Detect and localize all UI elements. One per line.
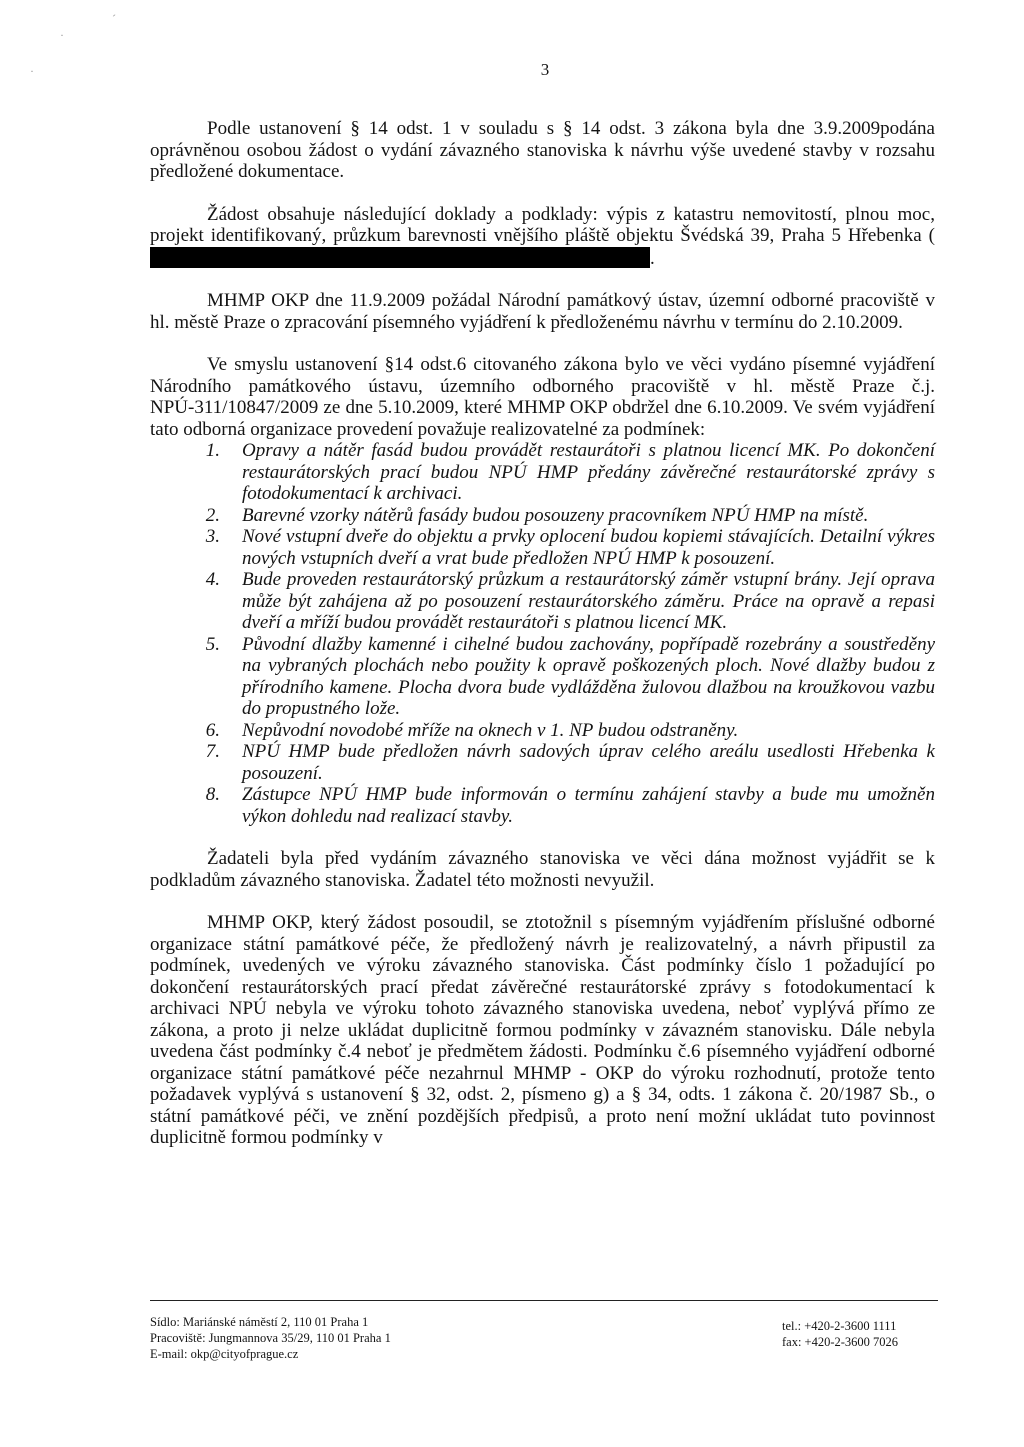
paragraph-statement: Ve smyslu ustanovení §14 odst.6 citovaného zákona bylo ve věci vydáno písemné vyjádření Národního památkového ústavu, územního odborného pracoviště v hl. městě Praze č.j. NPÚ-311/10847/2009 ze dne 5.10.2009, které MHMP OKP obdržel dne 6.10.2009. Ve svém vyjádření tato odborná organizace provedení považuje realizovatelné za podmínek:	[150, 354, 935, 440]
condition-text: Zástupce NPÚ HMP bude informován o termínu zahájení stavby a bude mu umožněn výkon dohledu nad realizací stavby.	[242, 784, 935, 827]
paragraph-application: Podle ustanovení § 14 odst. 1 v souladu s § 14 odst. 3 zákona byla dne 3.9.2009podána oprávněnou osobou žádost o vydání závazného stanoviska k návrhu výše uvedené stavby v rozsahu předložené dokumentace.	[150, 118, 935, 182]
condition-item	[150, 784, 935, 827]
footer-contacts-left	[150, 1314, 391, 1362]
condition-item	[150, 741, 935, 784]
paragraph-assessment: MHMP OKP, který žádost posoudil, se ztotožnil s písemným vyjádřením příslušné odborné organizace státní památkové péče, že předložený návrh je realizovatelný, a návrh připustil za podmínek, uvedených ve výroku závazného stanoviska. Část podmínky číslo 1 požadující po dokončení restaurátorských prací předat závěrečné restaurátorské zprávy s fotodokumentací k archivaci NPÚ nebyla ve výroku tohoto závazného stanoviska uvedena, neboť vyplývá přímo ze zákona, a proto ji nelze ukládat duplicitně formou podmínky v závazném stanovisku. Dále nebyla uvedena část podmínky č.4 neboť je předmětem žádosti. Podmínku č.6 písemného vyjádření odborné organizace státní památkové péče nezahrnul MHMP - OKP do výroku rozhodnutí, protože tento požadavek vyplývá s ustanovení § 32, odst. 2, písmeno g) a § 34, odts. 1 zákona č. 20/1987 Sb., o státní památkové péči, ve znění pozdějších předpisů, a proto není možní ukládat tuto povinnost duplicitně formou podmínky v	[150, 912, 935, 1148]
paragraph-documents-text: Žádost obsahuje následující doklady a podklady: výpis z katastru nemovitostí, plnou moc, projekt identifikovaný, průzkum barevnosti vnějšího pláště objektu Švédská 39, Praha 5 Hřebenka (	[150, 203, 935, 246]
condition-number: 7.	[205, 741, 220, 762]
footer-address: Sídlo: Mariánské náměstí 2, 110 01 Praha 1	[150, 1315, 369, 1329]
scan-speck: ·	[60, 28, 64, 42]
condition-item	[150, 505, 935, 527]
condition-number: 5.	[205, 633, 220, 655]
condition-number: 6.	[205, 719, 220, 741]
condition-text: Nové vstupní dveře do objektu a prvky oplocení budou kopiemi stávajících. Detailní výkres nových vstupních dveří a vrat bude předložen NPÚ HMP k posouzení.	[242, 526, 935, 569]
document-body	[150, 118, 935, 1170]
footer-contacts-right	[782, 1318, 898, 1350]
conditions-list	[150, 440, 935, 827]
redaction-bar	[150, 247, 650, 268]
paragraph-documents	[150, 204, 935, 270]
paragraph-request: MHMP OKP dne 11.9.2009 požádal Národní památkový ústav, územní odborné pracoviště v hl. městě Praze o zpracování písemného vyjádření k předloženému návrhu v termínu do 2.10.2009.	[150, 290, 935, 333]
condition-text: Nepůvodní novodobé mříže na oknech v 1. NP budou odstraněny.	[242, 719, 739, 741]
condition-item	[150, 634, 935, 720]
condition-text: Opravy a nátěr fasád budou provádět restaurátoři s platnou licencí MK. Po dokončení restaurátorských prací budou NPÚ HMP předány závěrečné restaurátorské zprávy s fotodokumentací k archivaci.	[242, 440, 935, 504]
page-number: 3	[540, 60, 550, 79]
condition-number: 1.	[205, 440, 220, 461]
footer-tel: tel.: +420-2-3600 1111	[782, 1319, 897, 1333]
condition-text: Bude proveden restaurátorský průzkum a restaurátorský záměr vstupní brány. Její oprava může být zahájena až po posouzení restaurátorského záměru. Práce na opravě a repasi dveří a mříží budou provádět restaurátoři s platnou licencí MK.	[242, 569, 935, 633]
paragraph-documents-end: .	[650, 247, 655, 269]
paragraph-applicant: Žadateli byla před vydáním závazného stanoviska ve věci dána možnost vyjádřit se k podkladům závazného stanoviska. Žadatel této možnosti nevyužil.	[150, 848, 935, 891]
condition-item	[150, 569, 935, 634]
condition-text: Barevné vzorky nátěrů fasády budou posouzeny pracovníkem NPÚ HMP na místě.	[242, 504, 869, 526]
footer-email: E-mail: okp@cityofprague.cz	[150, 1347, 299, 1361]
footer-fax: fax: +420-2-3600 7026	[782, 1335, 899, 1349]
condition-text: Původní dlažby kamenné i cihelné budou zachovány, popřípadě rozebrány a soustředěny na vybraných plochách nebo použity k opravě poškozených ploch. Nové dlažby budou z přírodního kamene. Plocha dvora bude vydlážděna žulovou dlažbou na kroužkovou vazbu do propustného lože.	[242, 633, 935, 719]
scan-speck: ·	[30, 64, 34, 78]
condition-number: 8.	[205, 784, 220, 805]
condition-text: NPÚ HMP bude předložen návrh sadových úprav celého areálu usedlosti Hřebenka k posouzení.	[242, 741, 935, 784]
footer-workplace: Pracoviště: Jungmannova 35/29, 110 01 Praha 1	[150, 1331, 391, 1345]
condition-item	[150, 720, 935, 742]
condition-number: 2.	[205, 504, 220, 526]
condition-number: 3.	[205, 526, 220, 547]
condition-number: 4.	[205, 569, 220, 590]
condition-item	[150, 440, 935, 505]
condition-item	[150, 526, 935, 569]
footer-divider	[150, 1300, 938, 1301]
scan-speck: ˊ	[112, 12, 116, 26]
